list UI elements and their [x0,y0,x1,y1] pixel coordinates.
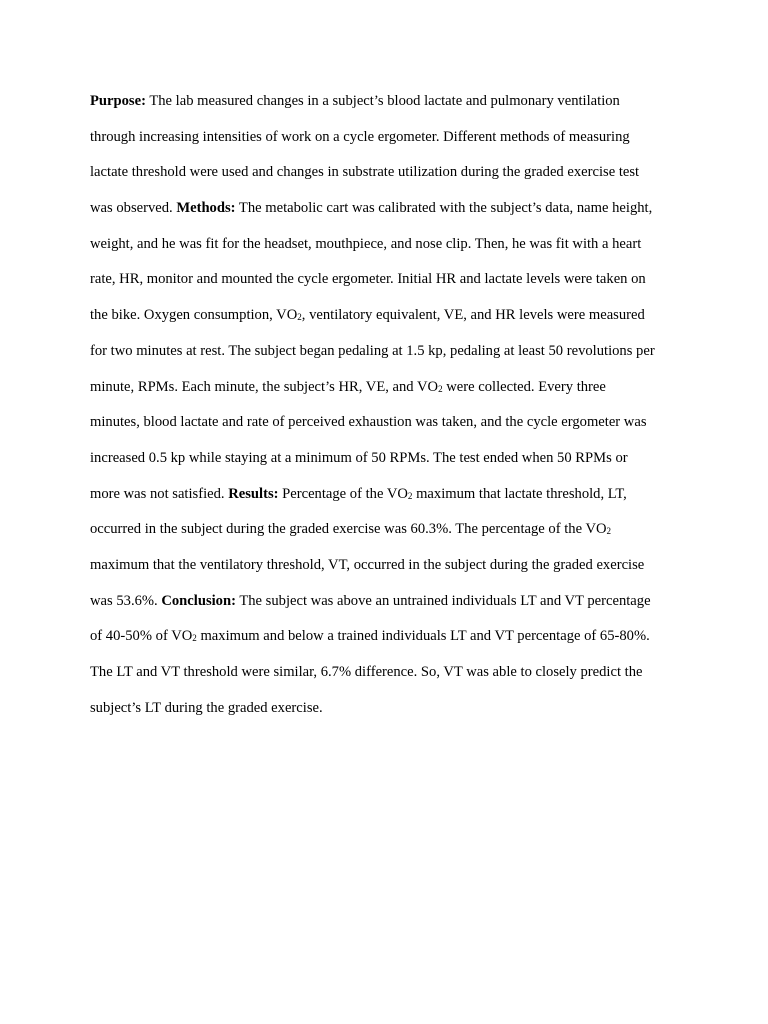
text-run: The LT and VT threshold were similar, 6.7% difference. So, VT was able to closely predict the [90,664,643,680]
text-run: lactate threshold were used and changes in substrate utilization during the graded exercise test [90,164,640,181]
text-run: of 40-50% of VO [90,628,193,645]
text-run: Percentage of the VO [278,485,408,502]
subscript-2: 2 [606,526,612,537]
subscript-2: 2 [297,312,302,323]
text-line [90,584,690,620]
text-line [90,334,690,370]
text-line [90,691,690,727]
text-run: The lab measured changes in a subject’s blood lactate and pulmonary ventilation [145,93,620,109]
text-line [90,441,690,477]
text-line [90,120,690,156]
text-run: the bike. Oxygen consumption, VO [90,307,298,324]
section-label: Methods: [176,200,236,217]
text-run: through increasing intensities of work on a cycle ergometer. Different methods of measuring [90,128,630,145]
text-run: rate, HR, monitor and mounted the cycle ergometer. Initial HR and lactate levels were taken on [90,271,646,288]
text-line [90,548,690,584]
text-line [90,191,690,227]
subscript-2: 2 [192,633,197,644]
text-run: maximum that lactate threshold, LT, [412,485,627,502]
text-line [90,370,690,406]
section-label: Results: [228,485,279,502]
text-line [90,655,690,691]
text-line [90,477,690,513]
text-run: minute, RPMs. Each minute, the subject’s HR, VE, and VO [90,378,439,395]
text-run: subject’s LT during the graded exercise. [90,699,323,716]
text-run: for two minutes at rest. The subject began pedaling at 1.5 kp, pedaling at least 50 revolutions per [90,342,655,359]
text-run: maximum that the ventilatory threshold, VT, occurred in the subject during the graded exercise [90,556,645,573]
text-run: weight, and he was fit for the headset, mouthpiece, and nose clip. Then, he was fit with a heart [90,235,642,252]
text-run: increased 0.5 kp while staying at a minimum of 50 RPMs. The test ended when 50 RPMs or [90,449,628,466]
text-run: The subject was above an untrained individuals LT and VT percentage [235,592,651,609]
text-line [90,227,690,263]
text-line [90,262,690,298]
text-run: occurred in the subject during the graded exercise was 60.3%. The percentage of the VO [90,521,607,538]
text-line [90,512,690,548]
text-line [90,84,690,120]
text-line [90,405,690,441]
text-run: was observed. [90,200,177,217]
text-run: more was not satisfied. [90,485,229,502]
text-run: , ventilatory equivalent, VE, and HR levels were measured [301,307,645,324]
subscript-2: 2 [407,490,413,501]
text-run: were collected. Every three [442,378,606,395]
text-line [90,619,690,655]
subscript-2: 2 [438,383,443,394]
text-run: The metabolic cart was calibrated with the subject’s data, name height, [235,200,653,217]
text-run: was 53.6%. [90,592,162,609]
text-line [90,155,690,191]
text-run: maximum and below a trained individuals LT and VT percentage of 65-80%. [196,628,650,645]
section-label: Conclusion: [161,592,236,609]
text-line [90,298,690,334]
section-label: Purpose: [90,93,146,109]
abstract-paragraph [90,84,690,726]
text-run: minutes, blood lactate and rate of perceived exhaustion was taken, and the cycle ergometer was [90,414,647,431]
